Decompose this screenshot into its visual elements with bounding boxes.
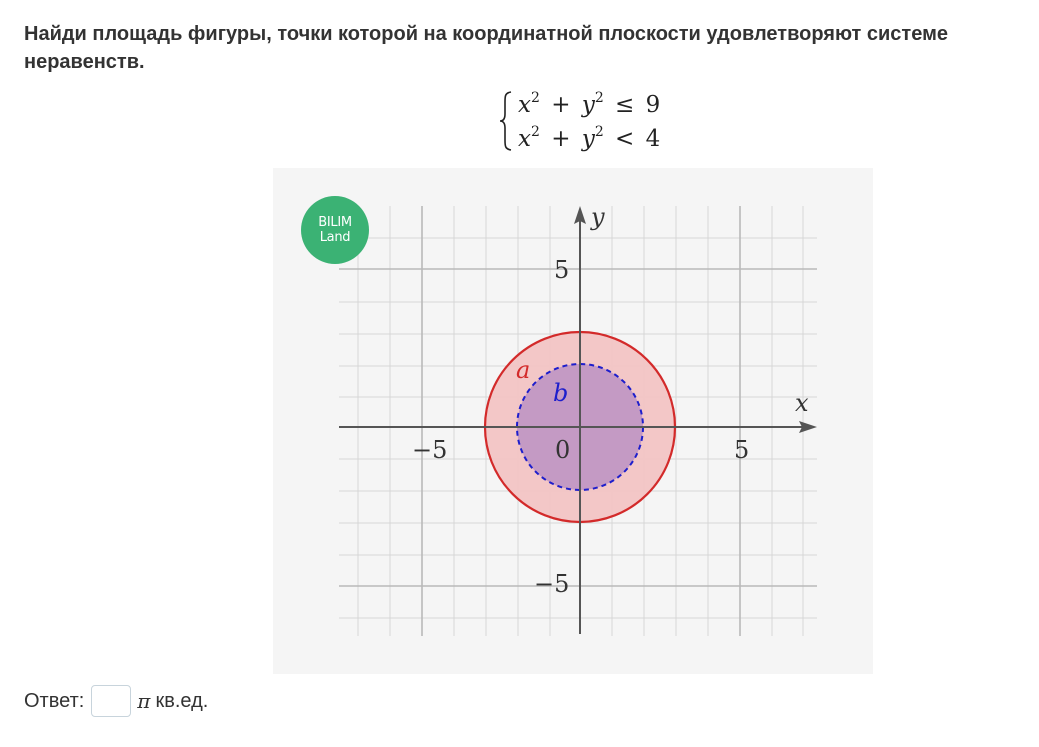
task-text: Найди площадь фигуры, точки которой на координатной плоскости удовлетворяют системе неравенств. bbox=[24, 23, 948, 73]
inequality-system bbox=[498, 86, 698, 156]
region-b-label: b bbox=[553, 379, 569, 407]
tick-label-x-neg5: −5 bbox=[412, 436, 448, 464]
pi-symbol: π bbox=[137, 689, 151, 713]
bilimland-logo: BILIM Land bbox=[301, 196, 369, 264]
inequality-1: $x^2 + y^2 \le 9$ bbox=[518, 90, 661, 118]
answer-row bbox=[24, 683, 208, 719]
x-axis-label: x bbox=[795, 389, 809, 417]
region-a-label: a bbox=[516, 356, 531, 384]
answer-unit: кв.ед. bbox=[155, 689, 209, 712]
inequality-2: $x^2 + y^2 < 4$ bbox=[518, 124, 661, 152]
tick-label-y-neg5: −5 bbox=[534, 570, 570, 598]
y-axis-label: y bbox=[591, 203, 605, 231]
tick-label-x-pos5: 5 bbox=[734, 436, 750, 464]
tick-label-y-pos5: 5 bbox=[554, 256, 570, 284]
answer-input[interactable] bbox=[91, 685, 131, 717]
coordinate-plane-figure bbox=[273, 168, 873, 674]
origin-label: 0 bbox=[555, 436, 571, 464]
brace-icon bbox=[498, 90, 514, 152]
answer-label: Ответ: bbox=[24, 689, 85, 712]
